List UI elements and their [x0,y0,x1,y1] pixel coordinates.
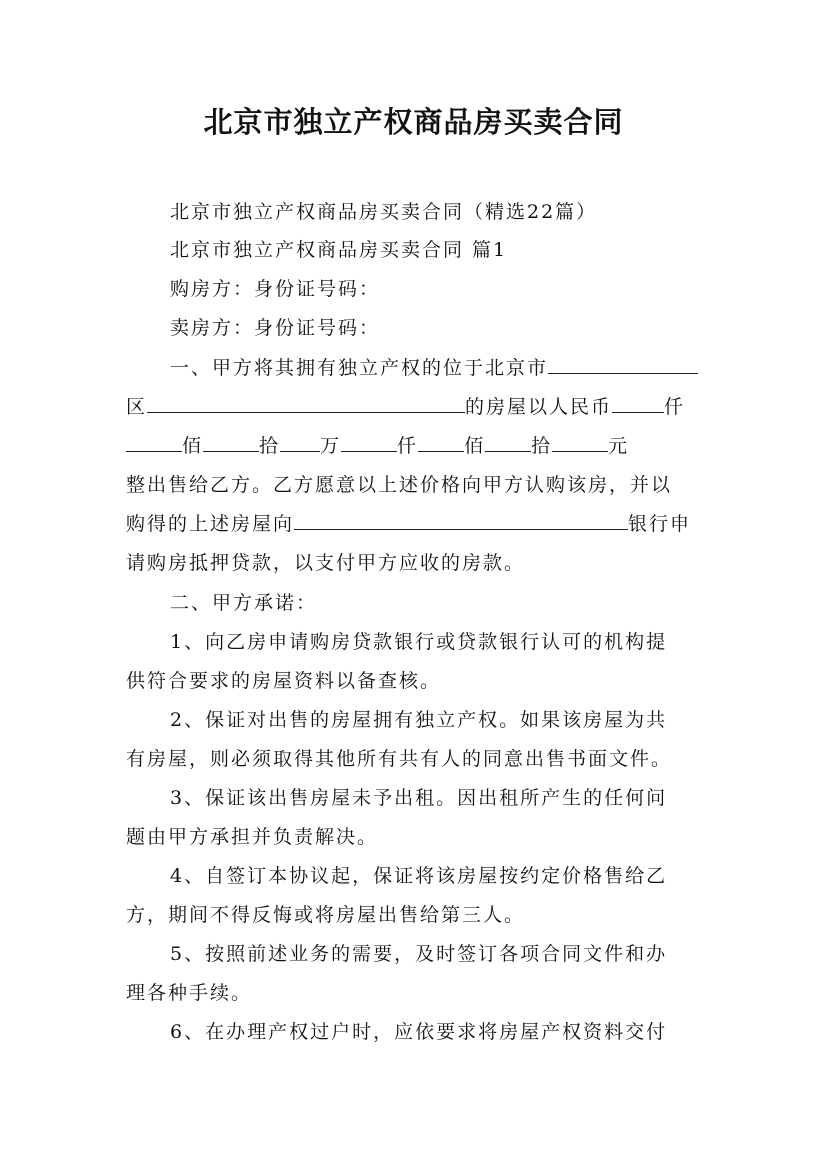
promise-5-line2: 理各种手续。 [126,982,253,1004]
promise-2-line1: 2、保证对出售的房屋拥有独立产权。如果该房屋为共 [170,709,668,731]
clause1-line6: 请购房抵押贷款，以支付甲方应收的房款。 [126,552,526,574]
amount-blank [280,431,320,452]
amount-blank [203,431,259,452]
amount-blank [612,392,664,413]
clause1-line1-text: 一、甲方将其拥有独立产权的位于北京市 [170,357,549,379]
section-heading: 北京市独立产权商品房买卖合同 篇1 [170,239,508,261]
unit-label: 佰 [464,435,486,457]
amount-blank [418,431,464,452]
promise-1-line2: 供符合要求的房屋资料以备查核。 [126,670,442,692]
intro-line: 北京市独立产权商品房买卖合同（精选22篇） [170,201,598,223]
amount-blank [126,431,182,452]
buyer-line: 购房方：身份证号码： [170,278,381,300]
unit-label: 拾 [259,435,281,457]
unit-label: 仟 [397,435,419,457]
amount-blank [552,431,608,452]
unit-label: 拾 [531,435,553,457]
bank-blank [294,509,628,530]
clause1-line5 [126,509,706,539]
amount-blank [485,431,531,452]
promise-1-line1: 1、向乙房申请购房贷款银行或贷款银行认可的机构提 [170,631,668,653]
clause1-line3 [126,431,706,461]
promise-4-line1: 4、自签订本协议起，保证将该房屋按约定价格售给乙 [170,865,668,887]
clause1-line1 [170,353,706,383]
promise-5-line1: 5、按照前述业务的需要，及时签订各项合同文件和办 [170,943,668,965]
clause1-line4: 整出售给乙方。乙方愿意以上述价格向甲方认购该房，并以 [126,474,673,496]
promise-2-line2: 有房屋，则必须取得其他所有共有人的同意出售书面文件。 [126,748,673,770]
promise-6-line1: 6、在办理产权过户时，应依要求将房屋产权资料交付 [170,1021,668,1043]
promise-3-line1: 3、保证该出售房屋未予出租。因出租所产生的任何问 [170,787,668,809]
district-blank [548,353,698,374]
price-label: 的房屋以人民币 [465,396,613,418]
unit-label: 元 [608,435,630,457]
unit-label: 佰 [182,435,204,457]
district-label: 区 [126,396,148,418]
address-blank [147,392,465,413]
seller-line: 卖房方：身份证号码： [170,317,381,339]
unit-label: 万 [320,435,342,457]
bank-label: 购得的上述房屋向 [126,513,295,535]
unit-qian-label: 仟 [664,396,686,418]
document-title: 北京市独立产权商品房买卖合同 [203,105,624,139]
clause2-heading: 二、甲方承诺： [170,592,318,614]
amount-blank [341,431,397,452]
promise-3-line2: 题由甲方承担并负责解决。 [126,826,379,848]
promise-4-line2: 方，期间不得反悔或将房屋出售给第三人。 [126,904,526,926]
clause1-line2 [126,392,706,422]
bank-suffix: 银行申 [628,513,692,535]
